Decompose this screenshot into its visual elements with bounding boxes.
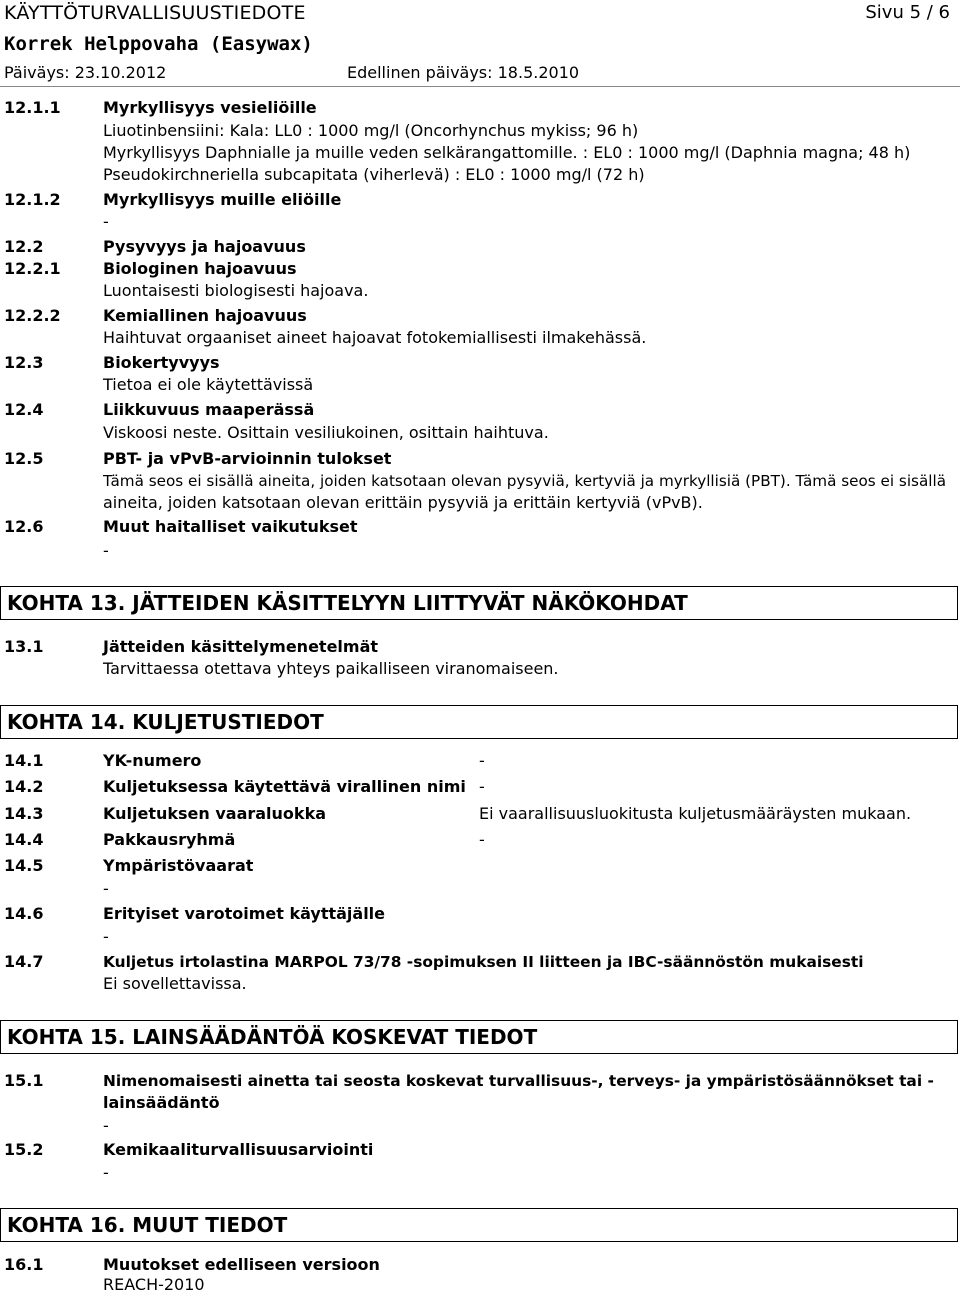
item-number: 14.4 (4, 830, 44, 849)
item-12-1-1-heading (4, 97, 956, 119)
item-label: Pakkausryhmä (103, 830, 236, 849)
item-12-5-heading (4, 448, 956, 470)
item-number: 13.1 (4, 637, 44, 656)
item-number: 12.2 (4, 237, 44, 256)
item-label: Biologinen hajoavuus (103, 259, 297, 278)
section-15-heading: KOHTA 15. LAINSÄÄDÄNTÖÄ KOSKEVAT TIEDOT (0, 1020, 958, 1054)
item-text (4, 374, 956, 396)
text-line: Pseudokirchneriella subcapitata (viherlevä) : EL0 : 1000 mg/l (72 h) (103, 165, 645, 184)
item-12-4-heading (4, 399, 956, 421)
item-number: 14.1 (4, 751, 44, 770)
item-12-2-2-heading (4, 305, 956, 327)
item-14-7 (4, 951, 956, 973)
item-label: Nimenomaisesti ainetta tai seosta koskevat turvallisuus-, terveys- ja ympäristösäännökset tai - (103, 1072, 934, 1090)
item-number: 16.1 (4, 1255, 44, 1274)
dash-value: - (103, 879, 109, 898)
text-line: Luontaisesti biologisesti hajoava. (103, 281, 369, 300)
item-label: lainsäädäntö (103, 1093, 220, 1112)
item-13-1-heading (4, 636, 956, 658)
item-number: 15.2 (4, 1140, 44, 1159)
item-number: 12.4 (4, 400, 44, 419)
previous-date: Edellinen päiväys: 18.5.2010 (347, 63, 580, 82)
item-label: Muutokset edelliseen versioon (103, 1255, 380, 1274)
dash-value: - (103, 541, 109, 560)
item-value: - (479, 751, 485, 770)
item-text (4, 327, 956, 349)
item-12-2-1-heading (4, 258, 956, 280)
item-number: 12.6 (4, 517, 44, 536)
dash-value: - (103, 1163, 109, 1182)
item-14-3 (4, 803, 956, 825)
item-label: Kuljetuksessa käytettävä virallinen nimi (103, 777, 466, 796)
item-text (4, 492, 956, 514)
section-13-heading: KOHTA 13. JÄTTEIDEN KÄSITTELYYN LIITTYVÄT NÄKÖKOHDAT (0, 586, 958, 620)
text-line: Myrkyllisyys Daphnialle ja muille veden selkärangattomille. : EL0 : 1000 mg/l (Daphnia magna; 48 h) (103, 143, 911, 162)
item-value (4, 1162, 956, 1184)
item-label: Ympäristövaarat (103, 856, 254, 875)
item-value (4, 878, 956, 900)
item-14-1 (4, 750, 956, 772)
item-15-2 (4, 1139, 956, 1161)
item-number: 15.1 (4, 1071, 44, 1090)
item-value (4, 1115, 956, 1137)
header-divider (0, 86, 960, 87)
text-line: Liuotinbensiini: Kala: LL0 : 1000 mg/l (Oncorhynchus mykiss; 96 h) (103, 121, 639, 140)
item-label: Kemiallinen hajoavuus (103, 306, 307, 325)
item-text (4, 470, 956, 492)
text-line: Tarvittaessa otettava yhteys paikalliseen viranomaiseen. (103, 659, 559, 678)
item-label: Muut haitalliset vaikutukset (103, 517, 358, 536)
text-line: aineita, joiden katsotaan olevan erittäin pysyviä ja erittäin kertyviä (vPvB). (103, 493, 703, 512)
text-line: REACH-2010 (103, 1275, 205, 1294)
item-12-1-2-heading (4, 189, 956, 211)
item-label: Myrkyllisyys muille eliöille (103, 190, 342, 209)
item-label: YK-numero (103, 751, 202, 770)
item-value: Ei vaarallisuusluokitusta kuljetusmääräysten mukaan. (479, 804, 912, 823)
item-text (4, 120, 956, 142)
dash-value: - (103, 927, 109, 946)
document-title: KÄYTTÖTURVALLISUUSTIEDOTE (4, 2, 306, 24)
product-name: Korrek Helppovaha (Easywax) (4, 33, 313, 55)
item-number: 12.2.2 (4, 306, 61, 325)
text-line: Haihtuvat orgaaniset aineet hajoavat fotokemiallisesti ilmakehässä. (103, 328, 647, 347)
item-number: 12.3 (4, 353, 44, 372)
item-text (4, 1274, 956, 1296)
item-number: 14.7 (4, 952, 44, 971)
item-text (4, 280, 956, 302)
date: Päiväys: 23.10.2012 (4, 63, 167, 82)
item-label: Kuljetuksen vaaraluokka (103, 804, 326, 823)
item-number: 14.6 (4, 904, 44, 923)
item-value: - (479, 830, 485, 849)
item-value (4, 926, 956, 948)
item-number: 12.2.1 (4, 259, 61, 278)
item-label: Kuljetus irtolastina MARPOL 73/78 -sopimuksen II liitteen ja IBC-säännöstön mukaisesti (103, 953, 864, 971)
item-label: Myrkyllisyys vesieliöille (103, 98, 317, 117)
section-14-heading: KOHTA 14. KULJETUSTIEDOT (0, 705, 958, 739)
item-label: Liikkuvuus maaperässä (103, 400, 315, 419)
item-14-4 (4, 829, 956, 851)
item-number: 14.5 (4, 856, 44, 875)
item-label-continued (4, 1092, 956, 1114)
item-text (4, 422, 956, 444)
item-value (4, 211, 956, 233)
dash-value: - (103, 1116, 109, 1135)
text-line: Ei sovellettavissa. (103, 974, 247, 993)
item-12-3-heading (4, 352, 956, 374)
item-12-6-heading (4, 516, 956, 538)
text-line: Tietoa ei ole käytettävissä (103, 375, 314, 394)
text-line: Viskoosi neste. Osittain vesiliukoinen, osittain haihtuva. (103, 423, 549, 442)
item-14-2 (4, 776, 956, 798)
item-12-2-heading (4, 236, 956, 258)
section-16-heading: KOHTA 16. MUUT TIEDOT (0, 1208, 958, 1242)
item-label: Erityiset varotoimet käyttäjälle (103, 904, 386, 923)
item-label: Biokertyvyys (103, 353, 220, 372)
item-value: - (479, 777, 485, 796)
item-number: 12.5 (4, 449, 44, 468)
item-text (4, 973, 956, 995)
item-text (4, 658, 956, 680)
text-line: Tämä seos ei sisällä aineita, joiden katsotaan olevan pysyviä, kertyviä ja myrkyllisiä (PBT). Tämä seos ei sisällä (103, 472, 947, 490)
item-label: PBT- ja vPvB-arvioinnin tulokset (103, 449, 392, 468)
item-16-1 (4, 1254, 956, 1276)
item-text (4, 142, 956, 164)
item-number: 14.3 (4, 804, 44, 823)
item-label: Pysyvyys ja hajoavuus (103, 237, 306, 256)
item-14-6 (4, 903, 956, 925)
item-label: Kemikaaliturvallisuusarviointi (103, 1140, 374, 1159)
item-number: 14.2 (4, 777, 44, 796)
item-14-5 (4, 855, 956, 877)
item-text (4, 164, 956, 186)
item-number: 12.1.2 (4, 190, 61, 209)
dash-value: - (103, 212, 109, 231)
item-15-1 (4, 1070, 956, 1092)
item-number: 12.1.1 (4, 98, 61, 117)
item-label: Jätteiden käsittelymenetelmät (103, 637, 379, 656)
item-value (4, 540, 956, 562)
page-number: Sivu 5 / 6 (865, 2, 950, 23)
